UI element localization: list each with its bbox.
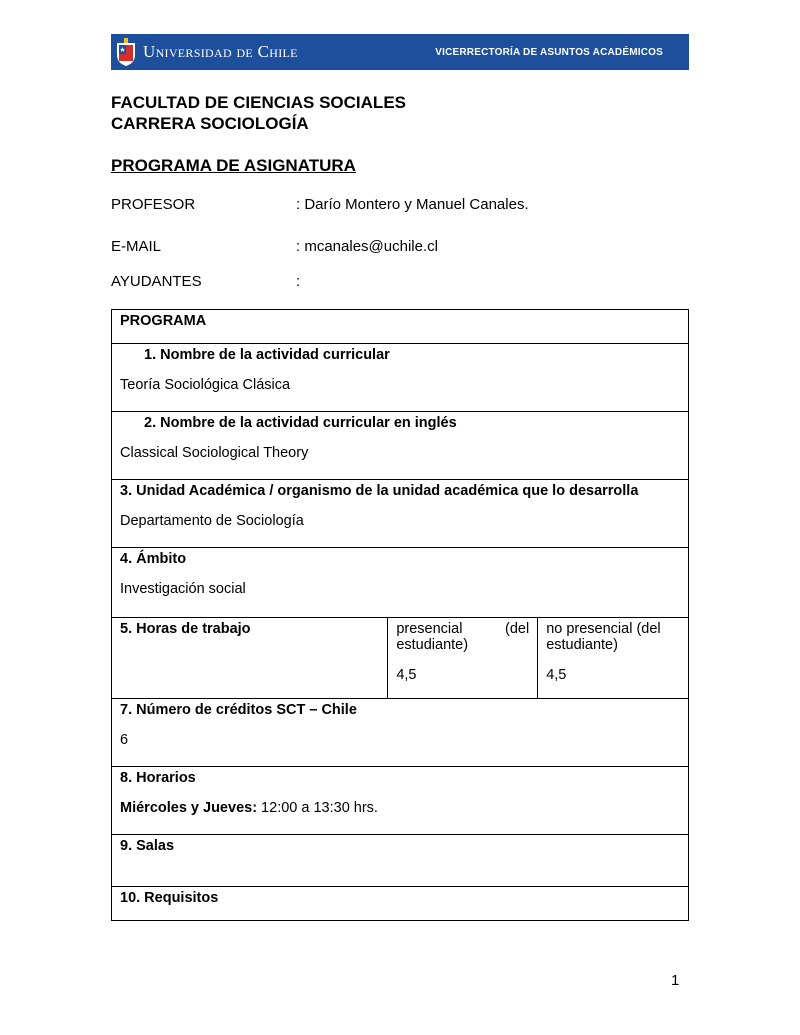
schedule-time: 12:00 a 13:30 hrs. (257, 800, 378, 816)
section-7-value: 6 (120, 732, 129, 748)
table-row (112, 344, 689, 412)
section-2-title: 2. Nombre de la actividad curricular en inglés (144, 415, 457, 431)
no-presencial-label-b: estudiante) (546, 637, 618, 653)
table-row (112, 699, 689, 767)
ayudantes-value: : (296, 273, 301, 290)
section-9-title: 9. Salas (120, 838, 175, 854)
header-banner (111, 34, 689, 70)
section-3-value: Departamento de Sociología (120, 513, 304, 529)
ayudantes-label: AYUDANTES (111, 273, 202, 290)
table-row (112, 887, 689, 921)
email-label: E-MAIL (111, 238, 162, 255)
section-4-value: Investigación social (120, 581, 246, 597)
ayudantes-row (111, 273, 301, 290)
section-8-value (120, 800, 680, 816)
table-row (112, 480, 689, 548)
programa-header: PROGRAMA (120, 313, 207, 329)
section-4-title: 4. Ámbito (120, 551, 187, 567)
section-5-title: 5. Horas de trabajo (120, 621, 251, 637)
presencial-value: 4,5 (396, 667, 417, 683)
no-presencial-cell (538, 618, 688, 691)
career-title: CARRERA SOCIOLOGÍA (111, 114, 309, 133)
profesor-label: PROFESOR (111, 196, 196, 213)
table-row (112, 412, 689, 480)
table-row (112, 618, 689, 699)
presencial-label-a: presencial (396, 621, 463, 637)
no-presencial-label-a: no presencial (del (546, 621, 661, 637)
section-1-value: Teoría Sociológica Clásica (120, 377, 291, 393)
section-10-title: 10. Requisitos (120, 890, 219, 906)
schedule-days: Miércoles y Jueves: (120, 800, 258, 816)
table-row (112, 310, 689, 344)
university-crest-icon (115, 37, 137, 67)
page-number: 1 (671, 972, 680, 989)
presencial-label-c: estudiante) (396, 637, 469, 653)
section-7-title: 7. Número de créditos SCT – Chile (120, 702, 357, 718)
presencial-cell (388, 618, 537, 691)
section-2-value: Classical Sociological Theory (120, 445, 309, 461)
table-row (112, 835, 689, 887)
table-row (112, 767, 689, 835)
section-8-title: 8. Horarios (120, 770, 196, 786)
no-presencial-value: 4,5 (546, 667, 567, 683)
presencial-label-b: (del (505, 621, 530, 637)
email-row (111, 238, 438, 255)
profesor-value: : Darío Montero y Manuel Canales. (296, 196, 529, 213)
vicerrectoria-label: VICERRECTORÍA DE ASUNTOS ACADÉMICOS (435, 46, 663, 58)
section-1-title: 1. Nombre de la actividad curricular (144, 347, 390, 363)
document-title: PROGRAMA DE ASIGNATURA (111, 156, 356, 175)
section-3-title: 3. Unidad Académica / organismo de la unidad académica que lo desarrolla (120, 483, 639, 499)
faculty-title: FACULTAD DE CIENCIAS SOCIALES (111, 93, 406, 112)
program-table (111, 309, 689, 921)
university-name: Universidad de Chile (143, 42, 298, 61)
table-row (112, 548, 689, 618)
email-value: : mcanales@uchile.cl (296, 238, 438, 255)
profesor-row (111, 196, 529, 213)
